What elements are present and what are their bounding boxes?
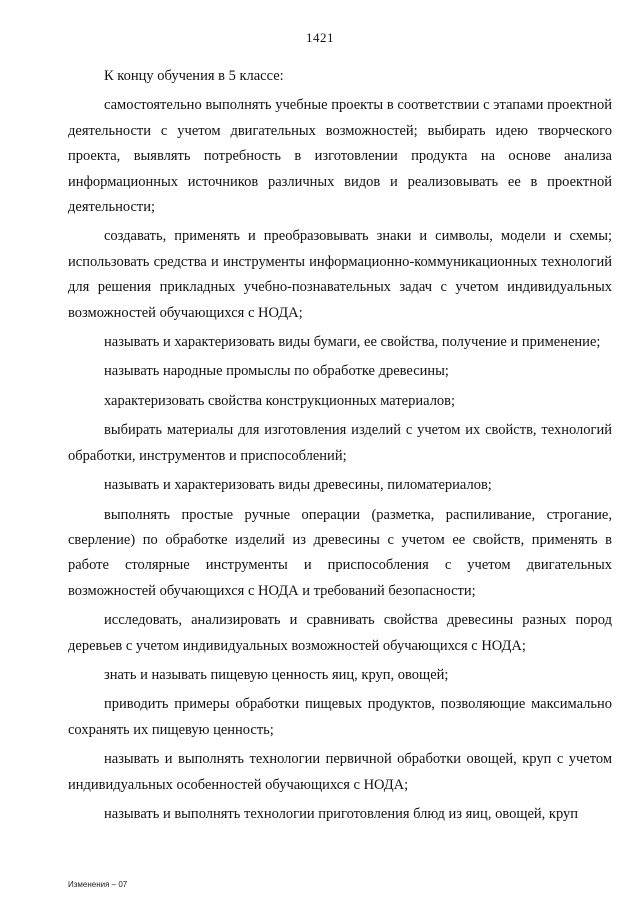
paragraph: называть и выполнять технологии приготовления блюд из яиц, овощей, круп [104, 805, 579, 822]
paragraph: самостоятельно выполнять учебные проекты в соответствии с этапами проектной деятельности с учетом двигательных возможностей; выбирать идею творческого проекта, выявлять потребность в изготовлении продукта на основе анализа информационных источников различных видов и реализовывать ее в проектной деятельности; [68, 97, 612, 216]
paragraph: называть и выполнять технологии первичной обработки овощей, круп с учетом индивидуальных особенностей обучающихся с НОДА; [68, 751, 612, 793]
paragraph: называть и характеризовать виды бумаги, ее свойства, получение и применение; [104, 334, 601, 351]
section-heading: К концу обучения в 5 классе: [104, 68, 284, 84]
paragraph: называть народные промыслы по обработке древесины; [104, 363, 449, 380]
document-body [68, 64, 612, 831]
paragraph: выбирать материалы для изготовления изделий с учетом их свойств, технологий обработки, инструментов и приспособлений; [68, 422, 612, 464]
page-number: 1421 [306, 30, 334, 45]
paragraph: характеризовать свойства конструкционных материалов; [104, 392, 456, 409]
paragraph: называть и характеризовать виды древесины, пиломатериалов; [104, 477, 492, 494]
paragraph: создавать, применять и преобразовывать знаки и символы, модели и схемы; использовать средства и инструменты информационно-коммуникационных технологий для решения прикладных учебно-познавательных задач с учетом индивидуальных возможностей обучающихся с НОДА; [68, 228, 612, 321]
footer-revision-note: Изменения – 07 [68, 880, 128, 889]
paragraph: выполнять простые ручные операции (разметка, распиливание, строгание, сверление) по обработке изделий из древесины с учетом ее свойств, применять в работе столярные инструменты и приспособления с учетом двигательных возможностей обучающихся с НОДА и требований безопасности; [68, 506, 612, 599]
paragraph: знать и называть пищевую ценность яиц, круп, овощей; [104, 666, 449, 683]
paragraph: приводить примеры обработки пищевых продуктов, позволяющие максимально сохранять их пищевую ценность; [68, 696, 612, 738]
paragraph: исследовать, анализировать и сравнивать свойства древесины разных пород деревьев с учетом индивидуальных возможностей обучающихся с НОДА; [68, 612, 612, 654]
